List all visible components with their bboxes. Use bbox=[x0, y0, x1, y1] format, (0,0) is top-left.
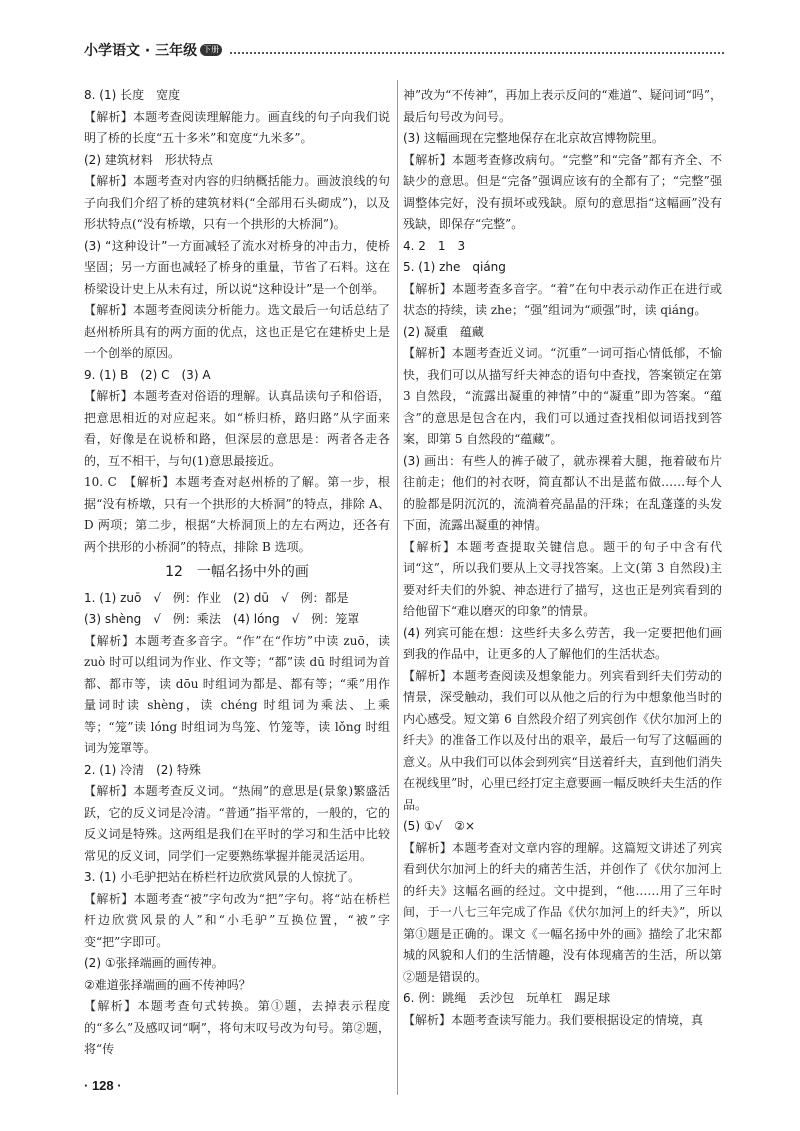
page-header bbox=[84, 40, 724, 60]
explanation-paragraph: 【解析】本题考查对俗语的理解。认真品读句子和俗语，把意思相近的对应起来。如“桥归桥，路归路”从字面来看，好像是在说桥和路，但深层的意思是：两者各走各的，互不相干，与句(1)意思最接近。 bbox=[84, 389, 390, 468]
explanation-paragraph: 【解析】本题考查句式转换。第①题，去掉表示程度的“多么”及感叹词“啊”，将句末叹号改为句号。第②题，将“传 bbox=[84, 999, 390, 1056]
explanation-paragraph: 【解析】本题考查近义词。“沉重”一词可指心情低郁，不愉快，我们可以从描写纤夫神态的语句中查找，答案锁定在第 3 自然段，“流露出凝重的神情”中的“凝重”即为答案。“蕴含”的意思是包含在内，我们可以通过查找相似词语找到答案，即第 5 自然段的“蕴藏”。 bbox=[403, 346, 722, 446]
header-dotted-rule bbox=[230, 51, 724, 54]
answer-line: (2) 凝重 蕴藏 bbox=[403, 324, 484, 339]
left-column bbox=[84, 85, 390, 1061]
explanation-paragraph: 【解析】本题考查提取关键信息。题干的句子中含有代词“这”，所以我们要从上文寻找答案。上文(第 3 自然段)主要对纤夫们的外貌、神态进行了描写，这也正是列宾看到的给他留下“难以磨灭的印象”的情景。 bbox=[403, 539, 722, 618]
explanation-paragraph: 【解析】本题考查阅读理解能力。画直线的句子向我们说明了桥的长度“五十多米”和宽度“九米多”。 bbox=[84, 109, 390, 145]
answer-line: 4. 2 1 3 bbox=[403, 238, 466, 253]
explanation-paragraph: 【解析】本题考查“被”字句改为“把”字句。将“站在桥栏杆边欣赏风景的人”和“小毛驴”互换位置，“被”字变“把”字即可。 bbox=[84, 891, 390, 949]
book-title: 小学语文 · 三年级 bbox=[84, 43, 198, 59]
answer-line: ②难道张择端画的画不传神吗？ bbox=[84, 977, 251, 992]
explanation-paragraph: 【解析】本题考查阅读分析能力。选文最后一句话总结了赵州桥所具有的两方面的优点，这也正是它在建桥史上是一个创举的原因。 bbox=[84, 303, 390, 360]
explanation-paragraph: 【解析】本题考查修改病句。“完整”和“完备”都有齐全、不缺少的意思。但是“完备”强调应该有的全都有了；“完整”强调整体完好，没有损坏或残缺。原句的意思指“这幅画”没有残缺，即保存“完整”。 bbox=[403, 152, 722, 231]
answer-line: 8. (1) 长度 宽度 bbox=[84, 88, 181, 102]
volume-badge: 下册 bbox=[200, 44, 222, 56]
section-title: 12 一幅名扬中外的画 bbox=[165, 564, 309, 580]
explanation-paragraph: 10. C 【解析】本题考查对赵州桥的了解。第一步，根据“没有桥墩，只有一个拱形的大桥洞”的特点，排除 A、D 两项；第二步，根据“大桥洞顶上的左右两边，还各有两个拱形的小桥洞”的特点，排除 B 选项。 bbox=[84, 475, 390, 554]
column-divider bbox=[397, 80, 398, 1095]
explanation-paragraph: 【解析】本题考查对文章内容的理解。这篇短文讲述了列宾看到伏尔加河上的纤夫的痛苦生活，并创作了《伏尔加河上的纤夫》这幅名画的经过。文中提到，“他……用了三年时间，于一八七三年完成了作品《伏尔加河上的纤夫》”，所以第①题是正确的。课文《一幅名扬中外的画》描绘了北宋都城的风貌和人们的生活情趣，没有体现痛苦的生活，所以第②题是错误的。 bbox=[403, 840, 722, 984]
answer-line: 9. (1) B (2) C (3) A bbox=[84, 367, 211, 382]
explanation-paragraph: 【解析】本题考查阅读及想象能力。列宾看到纤夫们劳动的情景，深受触动，我们可以从他之后的行为中想象他当时的内心感受。短文第 6 自然段介绍了列宾创作《伏尔加河上的纤夫》的准备工作以及付出的艰辛，最后一句写了这幅画的意义。从中我们可以体会到列宾“目送着纤夫，直到他们消失在视线里”时，心里已经打定主意要画一幅反映纤夫生活的作品。 bbox=[403, 668, 722, 812]
explanation-paragraph: 【解析】本题考查反义词。“热闹”的意思是(景象)繁盛活跃，它的反义词是冷清。“普通”指平常的，一般的，它的反义词是特殊。这两组是我们在平时的学习和生活中比较常见的反义词，同学们一定要熟练掌握并能灵活运用。 bbox=[84, 784, 390, 863]
answer-line: 6. 例：跳绳 丢沙包 玩单杠 踢足球 bbox=[403, 991, 611, 1005]
right-column bbox=[403, 85, 722, 1031]
answer-line: (2) 建筑材料 形状特点 bbox=[84, 152, 213, 167]
explanation-paragraph: 【解析】本题考查多音字。“着”在句中表示动作正在进行或状态的持续，读 zhe；“强”组词为“顽强”时，读 qiáng。 bbox=[403, 281, 722, 317]
explanation-paragraph: 【解析】本题考查对内容的归纳概括能力。画波浪线的句子向我们介绍了桥的建筑材料(“全部用石头砌成”)，以及形状特点(“没有桥墩，只有一个拱形的大桥洞”)。 bbox=[84, 174, 390, 231]
answer-line: (3) 画出：有些人的裤子破了，就赤裸着大腿，拖着破布片往前走；他们的衬衣呀，简直都认不出是蓝布做……每个人的脸都是阴沉沉的，流淌着亮晶晶的汗珠；在乱蓬蓬的头发下面，流露出凝重的神情。 bbox=[403, 453, 722, 532]
answer-line: 1. (1) zuō √ 例：作业 (2) dū √ 例：都是 bbox=[84, 590, 349, 605]
explanation-paragraph: 【解析】本题考查读写能力。我们要根据设定的情境，真 bbox=[403, 1012, 704, 1027]
explanation-paragraph: 【解析】本题考查多音字。“作”在“作坊”中读 zuō，读 zuò 时可以组词为作业、作文等；“都”读 dū 时组词为首都、都市等，读 dōu 时组词为都是、都有等；“乘”用作量词时读 shèng，读 chéng 时组词为乘法、上乘等；“笼”读 lóng 时组词为鸟笼、竹笼等，读 lǒng 时组词为笼罩等。 bbox=[84, 633, 390, 755]
explanation-paragraph: 神”改为“不传神”，再加上表示反问的“难道”、疑问词“吗”，最后句号改为问号。 bbox=[403, 88, 722, 124]
answer-line: (5) ①√ ②× bbox=[403, 819, 476, 833]
answer-line: 2. (1) 冷清 (2) 特殊 bbox=[84, 762, 201, 777]
answer-line: (4) 列宾可能在想：这些纤夫多么劳苦，我一定要把他们画到我的作品中，让更多的人了解他们的生活状态。 bbox=[403, 625, 722, 661]
page-number: · 128 · bbox=[84, 1078, 122, 1093]
answer-line: 3. (1) 小毛驴把站在桥栏杆边欣赏风景的人惊扰了。 bbox=[84, 870, 361, 884]
answer-line: (3) “这种设计”一方面减轻了流水对桥身的冲击力，使桥坚固；另一方面也减轻了桥身的重量，节省了石料。这在桥梁设计史上从未有过，所以说“这种设计”是一个创举。 bbox=[84, 238, 390, 296]
answer-line: 5. (1) zhe qiáng bbox=[403, 260, 506, 274]
answer-line: (3) shèng √ 例：乘法 (4) lóng √ 例：笼罩 bbox=[84, 612, 360, 626]
answer-line: (3) 这幅画现在完整地保存在北京故宫博物院里。 bbox=[403, 131, 664, 145]
answer-line: (2) ①张择端画的画传神。 bbox=[84, 956, 224, 970]
